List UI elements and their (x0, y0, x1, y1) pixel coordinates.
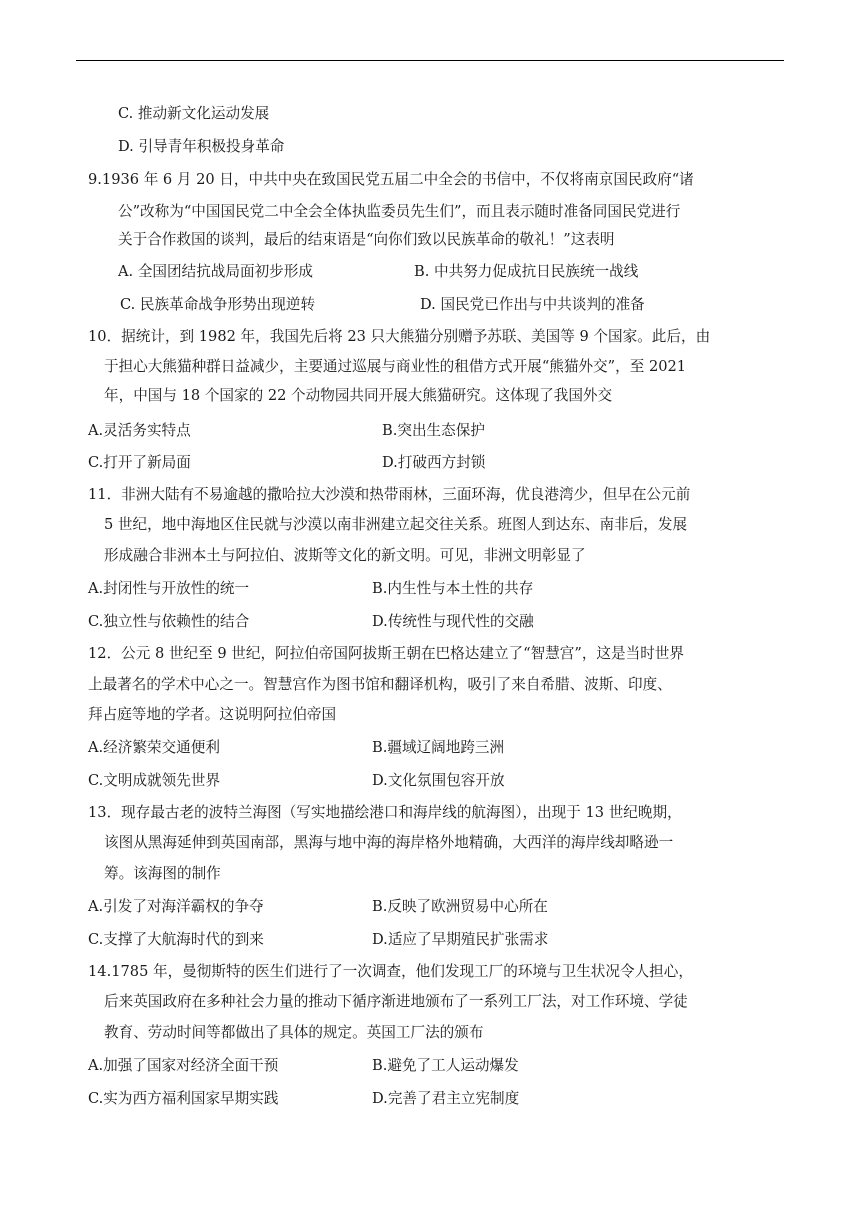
option-c: C.独立性与依赖性的结合 (88, 613, 250, 630)
option-b: B.反映了欧洲贸易中心所在 (372, 898, 548, 915)
question-stem-line: 11．非洲大陆有不易逾越的撒哈拉大沙漠和热带雨林，三面环海，优良港湾少，但早在公元前 (88, 486, 691, 503)
question-stem-line: 关于合作救国的谈判，最后的结束语是“向你们致以民族革命的敬礼！”这表明 (118, 231, 615, 248)
option-a: A.引发了对海洋霸权的争夺 (88, 898, 264, 915)
question-stem-line: 后来英国政府在多种社会力量的推动下循序渐进地颁布了一系列工厂法，对工作环境、学徒 (104, 993, 688, 1010)
option-b: B.内生性与本土性的共存 (372, 580, 534, 597)
question-stem-line: 年，中国与 18 个国家的 22 个动物园共同开展大熊猫研究。这体现了我国外交 (104, 387, 613, 404)
option-c: C.支撑了大航海时代的到来 (88, 931, 264, 948)
question-stem-line: 14.1785 年，曼彻斯特的医生们进行了一次调查，他们发现工厂的环境与卫生状况令人担心， (88, 963, 693, 980)
question-stem-line: 13．现存最古老的波特兰海图（写实地描绘港口和海岸线的航海图），出现于 13 世纪晚期， (88, 804, 682, 821)
option-b: B.避免了工人运动爆发 (372, 1057, 519, 1074)
header-rule (76, 60, 784, 61)
option-a: A. 全国团结抗战局面初步形成 (118, 263, 313, 280)
question-stem-line: 5 世纪，地中海地区住民就与沙漠以南非洲建立起交往关系。班图人到达东、南非后，发展 (104, 516, 688, 533)
question-stem-line: 教育、劳动时间等都做出了具体的规定。英国工厂法的颁布 (104, 1024, 484, 1041)
question-stem-line: 该图从黑海延伸到英国南部，黑海与地中海的海岸格外地精确，大西洋的海岸线却略逊一 (104, 834, 674, 851)
question-stem-line: 9.1936 年 6 月 20 日，中共中央在致国民党五届二中全会的书信中，不仅将南京国民政府“诸 (88, 171, 694, 188)
question-stem-line: 形成融合非洲本土与阿拉伯、波斯等文化的新文明。可见，非洲文明彰显了 (104, 547, 586, 564)
question-stem-line: 10．据统计，到 1982 年，我国先后将 23 只大熊猫分别赠予苏联、美国等 9 个国家。此后，由 (88, 328, 711, 345)
option-c: C. 民族革命战争形势出现逆转 (120, 296, 316, 313)
option-c: C.文明成就领先世界 (88, 772, 221, 789)
option-c: C.实为西方福利国家早期实践 (88, 1090, 279, 1107)
option-c: C.打开了新局面 (88, 454, 191, 471)
question-stem-line: 12．公元 8 世纪至 9 世纪，阿拉伯帝国阿拔斯王朝在巴格达建立了“智慧宫”，这是当时世界 (88, 645, 684, 662)
option-b: B. 中共努力促成抗日民族统一战线 (414, 263, 639, 280)
option-c: C. 推动新文化运动发展 (118, 105, 270, 122)
option-b: B.突出生态保护 (382, 422, 485, 439)
option-d: D. 国民党已作出与中共谈判的准备 (420, 296, 645, 313)
option-a: A.加强了国家对经济全面干预 (88, 1057, 279, 1074)
option-a: A.经济繁荣交通便利 (88, 739, 220, 756)
option-d: D.完善了君主立宪制度 (372, 1090, 520, 1107)
option-d: D. 引导青年积极投身革命 (118, 138, 285, 155)
option-b: B.疆域辽阔地跨三洲 (372, 739, 505, 756)
option-d: D.传统性与现代性的交融 (372, 613, 534, 630)
option-d: D.文化氛围包容开放 (372, 772, 505, 789)
question-stem-line: 上最著名的学术中心之一。智慧宫作为图书馆和翻译机构，吸引了来自希腊、波斯、印度、 (88, 676, 672, 693)
question-stem-line: 拜占庭等地的学者。这说明阿拉伯帝国 (88, 706, 337, 723)
option-d: D.适应了早期殖民扩张需求 (372, 931, 549, 948)
question-stem-line: 筹。该海图的制作 (104, 865, 221, 882)
option-d: D.打破西方封锁 (382, 454, 486, 471)
question-stem-line: 于担心大熊猫种群日益减少，主要通过巡展与商业性的租借方式开展“熊猫外交”，至 2021 (104, 358, 687, 375)
option-a: A.封闭性与开放性的统一 (88, 580, 250, 597)
option-a: A.灵活务实特点 (88, 422, 191, 439)
question-stem-line: 公”改称为“中国国民党二中全会全体执监委员先生们”，而且表示随时准备同国民党进行 (118, 203, 681, 220)
